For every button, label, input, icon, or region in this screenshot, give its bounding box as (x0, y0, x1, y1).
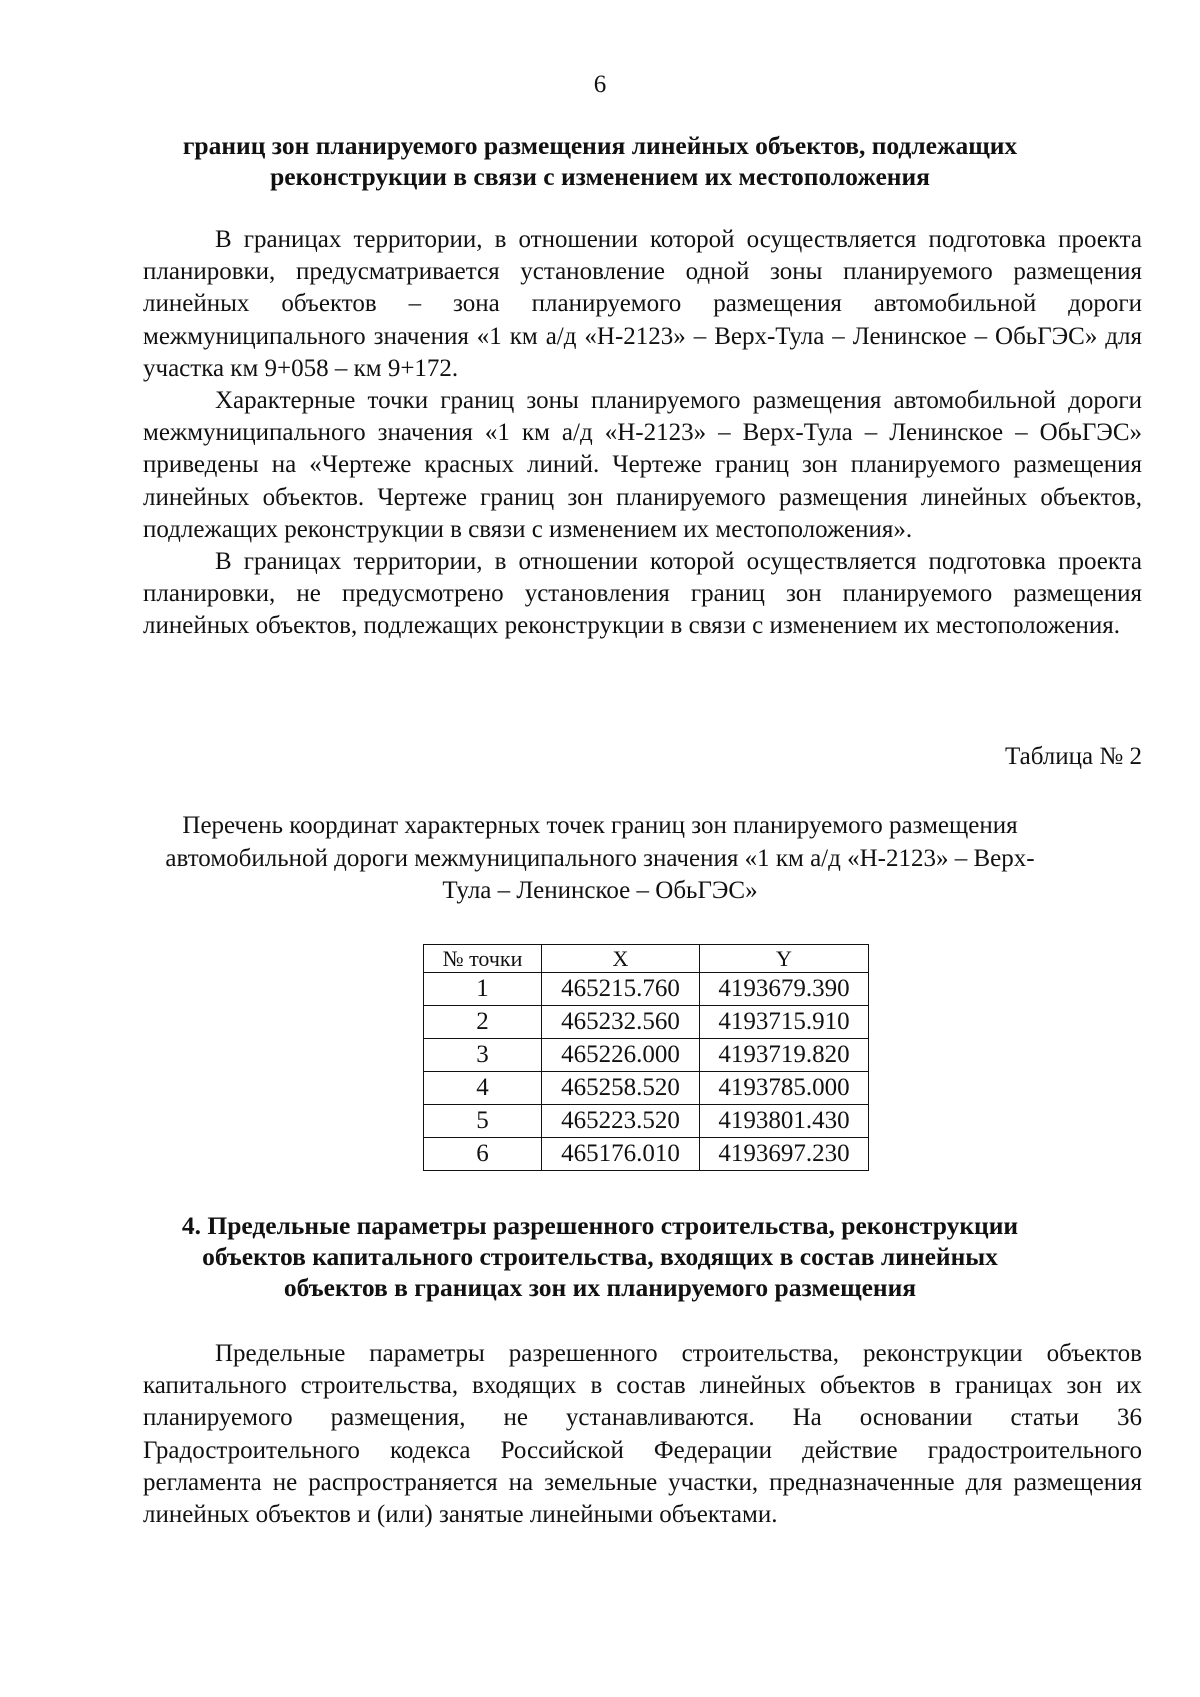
cell-y: 4193785.000 (700, 1072, 869, 1105)
section-4-heading-line: 4. Предельные параметры разрешенного строительства, реконструкции (181, 1211, 1019, 1240)
section-4-heading (150, 1210, 1050, 1303)
table-row (424, 1039, 869, 1072)
cell-point: 2 (424, 1006, 542, 1039)
cell-point: 3 (424, 1039, 542, 1072)
table-row (424, 1006, 869, 1039)
section-heading (150, 130, 1050, 192)
cell-point: 5 (424, 1105, 542, 1138)
body-text (143, 224, 1142, 643)
cell-x: 465223.520 (542, 1105, 700, 1138)
cell-y: 4193715.910 (700, 1006, 869, 1039)
section-heading-line: реконструкции в связи с изменением их местоположения (270, 162, 930, 191)
paragraph: В границах территории, в отношении которой осуществляется подготовка проекта планировки, предусматривается установление одной зоны планируемого размещения линейных объектов – зона планируемого размещения автомобильной дороги межмуниципального значения «1 км а/д «Н-2123» – Верх-Тула – Ленинское – ОбьГЭС» для участка км 9+058 – км 9+172. (143, 226, 1142, 382)
section-heading-line: границ зон планируемого размещения линейных объектов, подлежащих (182, 131, 1018, 160)
cell-point: 4 (424, 1072, 542, 1105)
table-row (424, 1138, 869, 1171)
table-title-line: Тула – Ленинское – ОбьГЭС» (442, 877, 758, 904)
cell-y: 4193719.820 (700, 1039, 869, 1072)
paragraph: В границах территории, в отношении которой осуществляется подготовка проекта планировки, не предусмотрено установления границ зон планируемого размещения линейных объектов, подлежащих реконструкции в связи с изменением их местоположения. (143, 548, 1142, 640)
cell-x: 465226.000 (542, 1039, 700, 1072)
cell-point: 1 (424, 973, 542, 1006)
cell-y: 4193679.390 (700, 973, 869, 1006)
section-4-body (143, 1338, 1142, 1531)
column-header-y: Y (700, 945, 869, 973)
cell-x: 465176.010 (542, 1138, 700, 1171)
column-header-point: № точки (424, 945, 542, 973)
table-row (424, 1072, 869, 1105)
section-4-heading-line: объектов капитального строительства, входящих в состав линейных (202, 1242, 998, 1271)
column-header-x: X (542, 945, 700, 973)
cell-x: 465215.760 (542, 973, 700, 1006)
table-title (100, 810, 1100, 908)
table-row (424, 1105, 869, 1138)
cell-x: 465232.560 (542, 1006, 700, 1039)
table-row (424, 973, 869, 1006)
cell-y: 4193697.230 (700, 1138, 869, 1171)
paragraph: Характерные точки границ зоны планируемого размещения автомобильной дороги межмуниципального значения «1 км а/д «Н-2123» – Верх-Тула – Ленинское – ОбьГЭС» приведены на «Чертеже красных линий. Чертеже границ зон планируемого размещения линейных объектов. Чертеже границ зон планируемого размещения линейных объектов, подлежащих реконструкции в связи с изменением их местоположения». (143, 387, 1142, 543)
cell-x: 465258.520 (542, 1072, 700, 1105)
table-caption: Таблица № 2 (1004, 743, 1142, 770)
table-title-line: Перечень координат характерных точек границ зон планируемого размещения (182, 812, 1018, 839)
cell-y: 4193801.430 (700, 1105, 869, 1138)
cell-point: 6 (424, 1138, 542, 1171)
table-header-row (424, 945, 869, 973)
page-number: 6 (593, 71, 607, 98)
coordinates-table (423, 944, 869, 1171)
section-4-heading-line: объектов в границах зон их планируемого размещения (283, 1273, 917, 1302)
table-title-line: автомобильной дороги межмуниципального значения «1 км а/д «Н-2123» – Верх- (165, 844, 1035, 872)
paragraph: Предельные параметры разрешенного строительства, реконструкции объектов капитального строительства, входящих в состав линейных объектов в границах зон их планируемого размещения, не устанавливаются. На основании статьи 36 Градостроительного кодекса Российской Федерации действие градостроительного регламента не распространяется на земельные участки, предназначенные для размещения линейных объектов и (или) занятые линейными объектами. (143, 1340, 1142, 1529)
